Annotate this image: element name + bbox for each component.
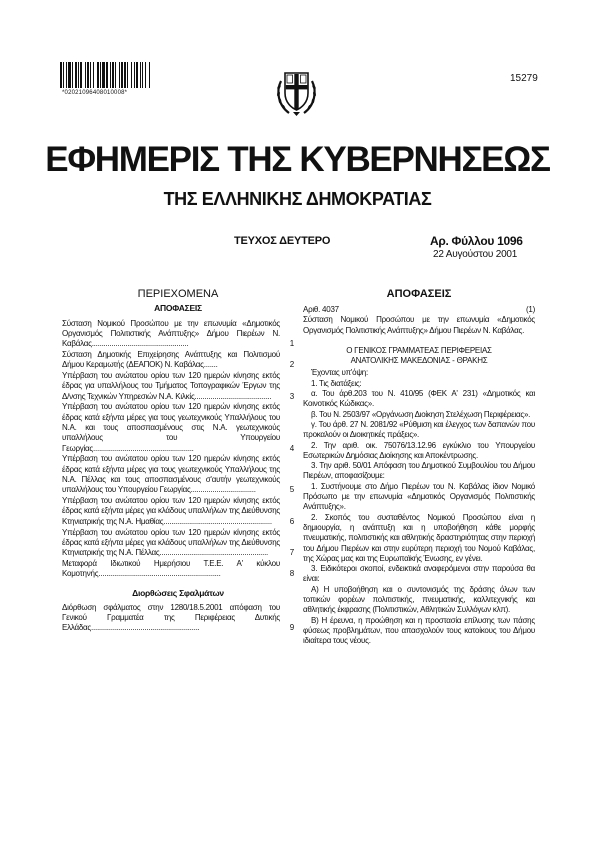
toc-item-text: Μεταφορά Ιδιωτικού Ημερήσιου Τ.Ε.Ε. Α' κύκλου Κομοτηνής.............................................................. (62, 558, 280, 579)
toc-item[interactable] (62, 402, 294, 453)
corrections-heading: Διορθώσεις Σφαλμάτων (132, 587, 224, 598)
toc-item-page: 5 (289, 485, 294, 495)
gazette-title: ΕΦΗΜΕΡΙΣ ΤΗΣ ΚΥΒΕΡΝΗΣΕΩΣ (45, 140, 550, 179)
body-paragraph: β. Του Ν. 2503/97 «Οργάνωση Διοίκηση Στελέχωση Περιφέρειας». (311, 409, 531, 419)
toc-item[interactable] (62, 496, 294, 527)
body-paragraph: 3. Ειδικότεροι σκοποί, ενδεικτικά αναφερόμενοι στην παρούσα θα είναι: (303, 564, 535, 584)
toc-item-page: 4 (289, 443, 294, 453)
toc-item[interactable] (62, 528, 294, 559)
contents-list (62, 319, 294, 580)
toc-item-page: 7 (289, 548, 294, 558)
issue-date: 22 Αυγούστου 2001 (433, 249, 518, 260)
gazette-subtitle: ΤΗΣ ΕΛΛΗΝΙΚΗΣ ΔΗΜΟΚΡΑΤΙΑΣ (163, 189, 432, 209)
body-paragraph: 1. Τις διατάξεις: (311, 378, 362, 388)
toc-item-text: Υπέρβαση του ανώτατου ορίου των 120 ημερών κίνησης εκτός έδρας κατά εξήντα μέρες για κλάδους υπαλλήλων της Διεύθυνσης Κτηνιατρικής της Ν.Α. Πέλλας....................................................... (62, 527, 280, 558)
body-paragraph: 2. Την αριθ. οικ. 75076/13.12.96 εγκύκλιο του Υπουργείου Εσωτερικών Δημόσιας Διοίκησης και Αποκέντρωσης. (303, 440, 535, 460)
barcode-bars (60, 62, 186, 88)
decision-number-row (303, 305, 535, 315)
barcode-text: *02021096408010008* (62, 90, 128, 96)
sheet-number: Αρ. Φύλλου 1096 (430, 234, 523, 248)
toc-item-text: Υπέρβαση του ανώτατου ορίου των 120 ημερών κίνησης εκτός έδρας κατά εξήντα μέρες για τους γεωτεχνικούς Υπαλλήλους της Ν.Α. Πέλλας και τους αποσπασμένους σ'αυτήν γεωτεχνικούς υπαλλήλους του Υπουργείου Γεωργίας................................. (62, 454, 280, 495)
greek-coat-of-arms-icon (273, 63, 320, 118)
toc-item-page: 6 (289, 516, 294, 526)
body-paragraph: Έχοντας υπ'όψη: (311, 368, 368, 378)
toc-item[interactable] (62, 603, 294, 634)
decision-number: Αριθ. 4037 (303, 305, 339, 315)
toc-item-page: 8 (289, 569, 294, 579)
contents-column (62, 289, 294, 634)
toc-item-page: 1 (289, 339, 294, 349)
decisions-column (303, 289, 535, 647)
authority-line: Ο ΓΕΝΙΚΟΣ ΓΡΑΜΜΑΤΕΑΣ ΠΕΡΙΦΕΡΕΙΑΣ (346, 345, 492, 355)
toc-item-text: Υπέρβαση του ανώτατου ορίου των 120 ημερών κίνησης εκτός έδρας κατά εξήντα μέρες για τους γεωτεχνικούς Υπαλλήλους του Ν.Α. και τους αποσπασμένους στις Ν.Α. γεωτεχνικούς υπαλλήλους του Υπουργείου Γεωργίας................................................... (62, 402, 280, 453)
toc-item-text: Διόρθωση σφάλματος στην 1280/18.5.2001 απόφαση του Γενικού Γραμματέα της Περιφέρειας Δυτικής Ελλάδας....................................................... (62, 602, 280, 633)
toc-item-text: Υπέρβαση του ανώτατου ορίου των 120 ημερών κίνησης εκτός έδρας για υπαλλήλους του Τμήματος Τοπογραφικών Έργων της Δ/νσης Τεχνικών Υπηρεσιών Ν.Α. Κιλκίς....................................... (62, 371, 280, 401)
corrections-list (62, 603, 294, 634)
toc-item-text: Σύσταση Νομικού Προσώπου με την επωνυμία «Δημοτικός Οργανισμός Πολιτιστικής Ανάπτυξης» Δήμου Πιερέων Ν. Καβάλας................................................. (62, 318, 280, 349)
toc-item[interactable] (62, 371, 294, 402)
toc-item[interactable] (62, 350, 294, 371)
body-paragraph: 3. Την αριθ. 50/01 Απόφαση του Δημοτικού Συμβουλίου του Δήμου Πιερέων, αποφασίζουμε: (303, 461, 535, 481)
contents-heading: ΠΕΡΙΕΧΟΜΕΝΑ (137, 288, 219, 300)
page-number: 15279 (510, 73, 538, 84)
toc-item[interactable] (62, 319, 294, 350)
toc-item-page: 9 (289, 623, 294, 633)
issue-series: ΤΕΥΧΟΣ ΔΕΥΤΕΡΟ (234, 235, 331, 247)
decision-title: Σύσταση Νομικού Προσώπου με την επωνυμία «Δημοτικός Οργανισμός Πολιτιστικής Ανάπτυξης» Δήμου Πιερέων Ν. Καβάλας. (303, 315, 535, 335)
toc-item-text: Σύσταση Δημοτικής Επιχείρησης Ανάπτυξης και Πολιτισμού Δήμου Κεραμωτής (ΔΕΑΠΟΚ) Ν. Καβάλας....... (62, 349, 280, 370)
toc-item-text: Υπέρβαση του ανώτατου ορίου των 120 ημερών κίνησης εκτός έδρας κατά εξήντα μέρες για κλάδους υπαλλήλων της Διεύθυνσης Κτηνιατρικής της Ν.Α. Ημαθίας....................................................... (62, 496, 280, 526)
toc-item[interactable] (62, 559, 294, 580)
body-paragraph: γ. Του άρθ. 27 Ν. 2081/92 «Ρύθμιση και έλεγχος των δαπανών που προκαλούν οι Διοικητικές πράξεις». (303, 419, 535, 440)
toc-item-page: 3 (289, 391, 294, 401)
decisions-heading: ΑΠΟΦΑΣΕΙΣ (386, 288, 452, 300)
body-paragraph: α. Του άρθ.203 του Ν. 410/95 (ΦΕΚ Α' 231) «Δημοτικός και Κοινοτικός Κώδικας». (303, 389, 535, 409)
toc-item[interactable] (62, 454, 294, 495)
contents-decisions-heading: ΑΠΟΦΑΣΕΙΣ (154, 303, 202, 314)
body-paragraph: Β) Η έρευνα, η προώθηση και η προστασία επίλυσης των πάσης φύσεως προβλημάτων, που απασχολούν τους κατοίκους του Δήμου ιδιαίτερα τους νέους. (303, 615, 535, 646)
decision-index: (1) (525, 305, 535, 315)
toc-item-page: 2 (289, 360, 294, 370)
body-paragraph: 1. Συστήνουμε στο Δήμο Πιερέων του Ν. Καβάλας ίδιον Νομικό Πρόσωπο με την επωνυμία «Δημοτικός Οργανισμός Πολιτιστικής Ανάπτυξης». (303, 481, 535, 512)
authority-line: ΑΝΑΤΟΛΙΚΗΣ ΜΑΚΕΔΟΝΙΑΣ - ΘΡΑΚΗΣ (350, 356, 488, 366)
decision-body (303, 368, 535, 646)
body-paragraph: Α) Η υποβοήθηση και ο συντονισμός της δράσης όλων των τοπικών φορέων πολιτιστικής, πνευματικής, καλλιτεχνικής και αθλητικής έκφρασης (Πολιτιστικών, Αθλητικών Συλλόγων κλπ). (303, 584, 535, 615)
body-paragraph: 2. Σκοπός του συσταθέντος Νομικού Προσώπου είναι η δημιουργία, η ανάπτυξη και η υποβοήθηση κάθε μορφής πνευματικής, πολιτιστικής και αθλητικής δραστηριότητας στην περιοχή του Δήμου Πιερέων και στην ευρύτερη περιοχή του Νομού Καβάλας, της Χώρας μας και της Ευρωπαϊκής Ένωσης, εν γένει. (303, 512, 535, 563)
